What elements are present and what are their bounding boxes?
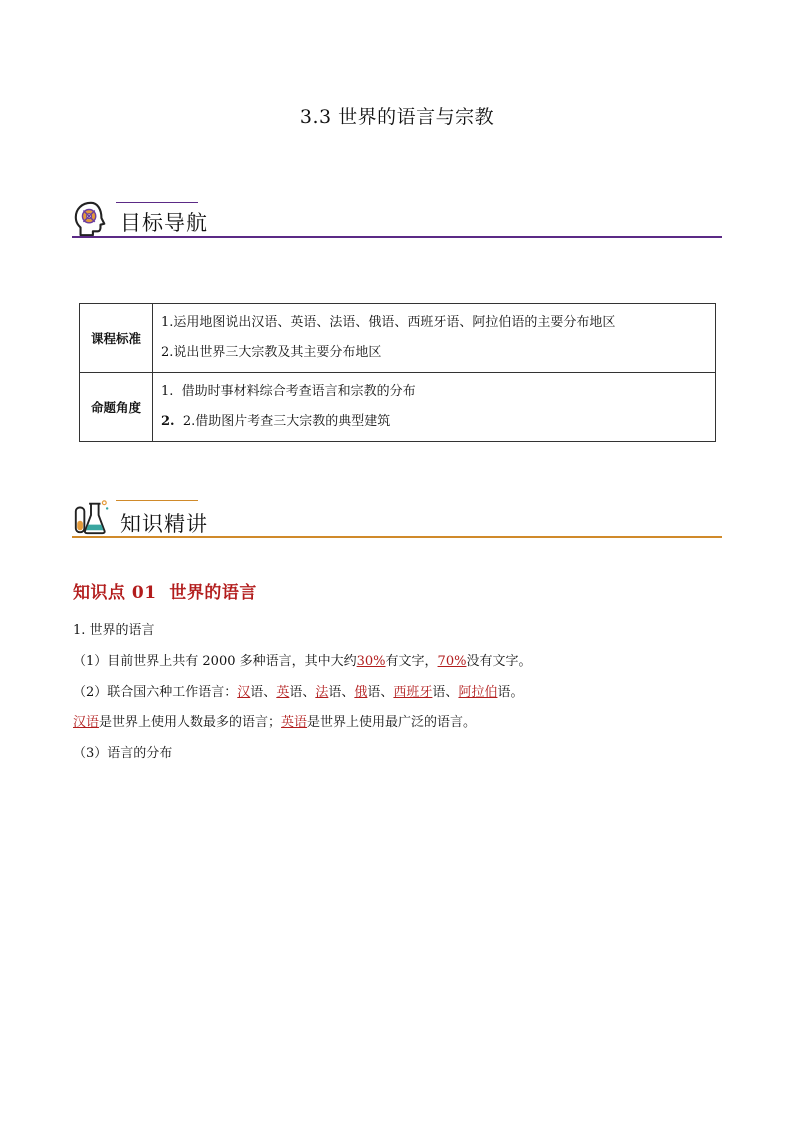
answer-blank: 30% <box>356 654 386 669</box>
section-knowledge-heading: 知识精讲 <box>120 512 208 536</box>
row-line: 1.运用地图说出汉语、英语、法语、俄语、西班牙语、阿拉伯语的主要分布地区 <box>161 315 616 330</box>
list-text: 借助时事材料综合考查语言和宗教的分布 <box>181 384 416 399</box>
answer-blank: 英 <box>276 685 290 700</box>
answer-blank: 俄 <box>354 685 368 700</box>
answer-blank: 70% <box>437 654 467 669</box>
table-row <box>80 304 716 373</box>
answer-blank: 汉 <box>237 685 251 700</box>
knowledge-point-title: 知识点 01 世界的语言 <box>73 583 257 603</box>
course-standards-table <box>79 303 716 442</box>
paragraph-4: （3）语言的分布 <box>73 746 173 761</box>
row-header: 课程标准 <box>80 304 153 373</box>
list-number: 1. <box>161 384 174 399</box>
row-header: 命题角度 <box>80 373 153 442</box>
answer-blank: 英语 <box>281 715 308 730</box>
section-goal-header <box>72 198 722 242</box>
paragraph-1: （1）目前世界上共有 2000 多种语言，其中大约30%有文字，70%没有文字。 <box>73 654 532 669</box>
row-line <box>161 377 715 407</box>
answer-blank: 法 <box>315 685 329 700</box>
list-number: 2. <box>161 414 175 429</box>
row-body <box>153 304 716 373</box>
knowledge-short-rule <box>116 500 198 501</box>
row-line <box>161 407 715 437</box>
row-body <box>153 373 716 442</box>
table-row <box>80 373 716 442</box>
list-text: 2.借助图片考查三大宗教的典型建筑 <box>182 414 391 429</box>
answer-blank: 阿拉伯 <box>458 685 498 700</box>
heading-1: 1. 世界的语言 <box>73 623 155 638</box>
paragraph-3: 汉语是世界上使用人数最多的语言；英语是世界上使用最广泛的语言。 <box>73 715 477 730</box>
answer-blank: 汉语 <box>73 715 100 730</box>
paragraph-2: （2）联合国六种工作语言：汉语、英语、法语、俄语、西班牙语、阿拉伯语。 <box>73 685 524 700</box>
goal-short-rule <box>116 202 198 203</box>
goal-rule <box>72 236 722 238</box>
page-title: 3.3 世界的语言与宗教 <box>299 106 495 128</box>
knowledge-rule <box>72 536 722 538</box>
row-line: 2.说出世界三大宗教及其主要分布地区 <box>161 345 382 360</box>
brain-gear-icon <box>72 200 110 238</box>
lab-flask-icon <box>72 498 110 536</box>
answer-blank: 西班牙 <box>393 685 433 700</box>
section-goal-heading: 目标导航 <box>120 211 208 235</box>
section-knowledge-header <box>72 496 722 540</box>
